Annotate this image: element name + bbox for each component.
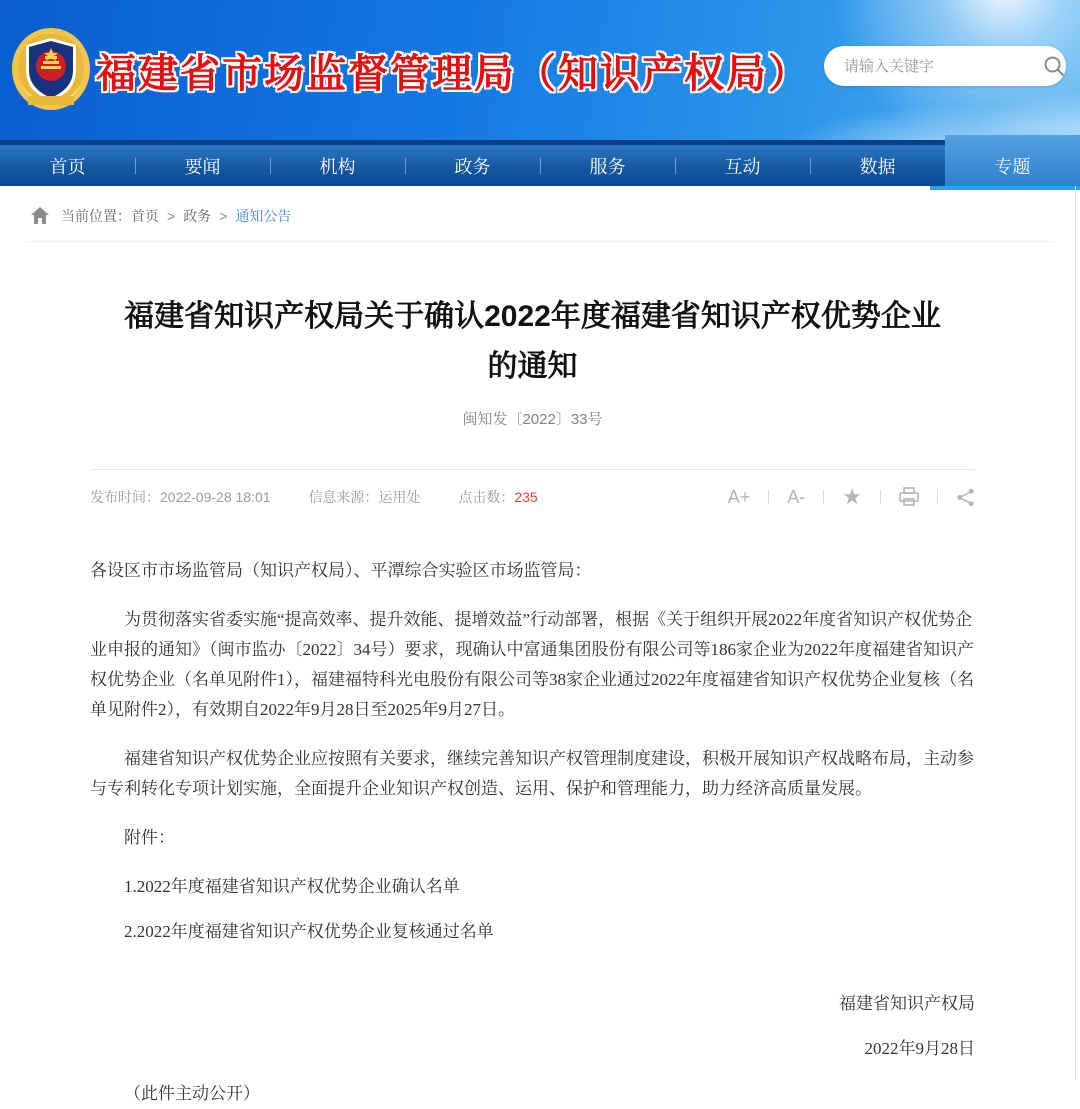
article-toolbar bbox=[728, 486, 975, 508]
search-box bbox=[824, 46, 1066, 86]
hits-value: 235 bbox=[514, 489, 538, 505]
article-meta bbox=[90, 487, 572, 507]
search-icon[interactable] bbox=[1043, 55, 1065, 77]
breadcrumb-separator: > bbox=[219, 207, 228, 224]
nav-item-data[interactable]: 数据 bbox=[810, 145, 945, 186]
toolbar-divider bbox=[768, 490, 769, 504]
attachments-label: 附件： bbox=[124, 828, 175, 847]
font-decrease-button[interactable]: A- bbox=[787, 487, 806, 507]
article-body bbox=[90, 556, 975, 1109]
nav-item-gov-affairs[interactable]: 政务 bbox=[405, 145, 540, 186]
nav-item-agency[interactable]: 机构 bbox=[270, 145, 405, 186]
attachment-item-1: 1.2022年度福建省知识产权优势企业确认名单 bbox=[124, 877, 460, 896]
share-icon[interactable] bbox=[956, 488, 975, 507]
main-nav bbox=[0, 140, 1080, 186]
breadcrumb-separator: > bbox=[167, 207, 176, 224]
disclosure-note: （此件主动公开） bbox=[124, 1084, 260, 1103]
source-label: 信息来源： bbox=[308, 489, 379, 505]
agency-emblem-logo bbox=[10, 26, 92, 112]
source-value: 运用处 bbox=[378, 489, 421, 505]
signature-date: 2022年9月28日 bbox=[864, 1039, 975, 1058]
nav-item-news[interactable]: 要闻 bbox=[135, 145, 270, 186]
nav-item-home[interactable]: 首页 bbox=[49, 156, 86, 177]
publish-time-value: 2022-09-28 18:01 bbox=[160, 489, 271, 505]
search-input[interactable] bbox=[844, 58, 1043, 75]
home-icon[interactable] bbox=[31, 207, 49, 224]
signature-agency: 福建省知识产权局 bbox=[839, 994, 975, 1013]
print-icon[interactable] bbox=[899, 488, 919, 506]
breadcrumb-current-link[interactable]: 通知公告 bbox=[235, 207, 292, 224]
nav-item-services[interactable]: 服务 bbox=[540, 145, 675, 186]
toolbar-divider bbox=[823, 490, 824, 504]
breadcrumb bbox=[25, 190, 1055, 242]
toolbar-divider bbox=[880, 490, 881, 504]
toolbar-divider bbox=[937, 490, 938, 504]
breadcrumb-home-link[interactable]: 首页 bbox=[131, 207, 159, 224]
hits-label: 点击数： bbox=[458, 489, 515, 505]
article-meta-bar bbox=[90, 470, 975, 508]
breadcrumb-section-link[interactable]: 政务 bbox=[183, 207, 212, 224]
publish-time-label: 发布时间： bbox=[90, 489, 160, 505]
nav-item-topics[interactable]: 专题 bbox=[945, 135, 1080, 186]
article bbox=[0, 292, 1080, 1109]
paragraph-2: 福建省知识产权优势企业应按照有关要求，继续完善知识产权管理制度建设，积极开展知识产权战略布局，主动参与专利转化专项计划实施，全面提升企业知识产权创造、运用、保护和管理能力，助力经济高质量发展。 bbox=[90, 749, 974, 798]
article-title: 福建省知识产权局关于确认2022年度福建省知识产权优势企业的通知 bbox=[124, 300, 941, 383]
attachment-item-2: 2.2022年度福建省知识产权优势企业复核通过名单 bbox=[124, 922, 494, 941]
breadcrumb-label: 当前位置： bbox=[61, 207, 131, 224]
site-title: 福建省市场监督管理局（知识产权局） bbox=[96, 52, 810, 96]
site-header bbox=[0, 0, 1080, 140]
favorite-star-icon[interactable]: ★ bbox=[842, 484, 862, 509]
font-increase-button[interactable]: A+ bbox=[727, 487, 751, 507]
document-number: 闽知发〔2022〕33号 bbox=[462, 411, 603, 428]
salutation: 各设区市市场监管局（知识产权局）、平潭综合实验区市场监管局： bbox=[90, 561, 592, 580]
paragraph-1: 为贯彻落实省委实施“提高效率、提升效能、提增效益”行动部署，根据《关于组织开展2022年度省知识产权优势企业申报的通知》（闽市监办〔2022〕34号）要求，现确认中富通集团股份有限公司等186家企业为2022年度福建省知识产权优势企业（名单见附件1），福建福特科光电股份有限公司等38家企业通过2022年度福建省知识产权优势企业复核（名单见附件2），有效期自2022年9月28日至2025年9月27日。 bbox=[90, 610, 974, 719]
nav-item-interaction[interactable]: 互动 bbox=[675, 145, 810, 186]
